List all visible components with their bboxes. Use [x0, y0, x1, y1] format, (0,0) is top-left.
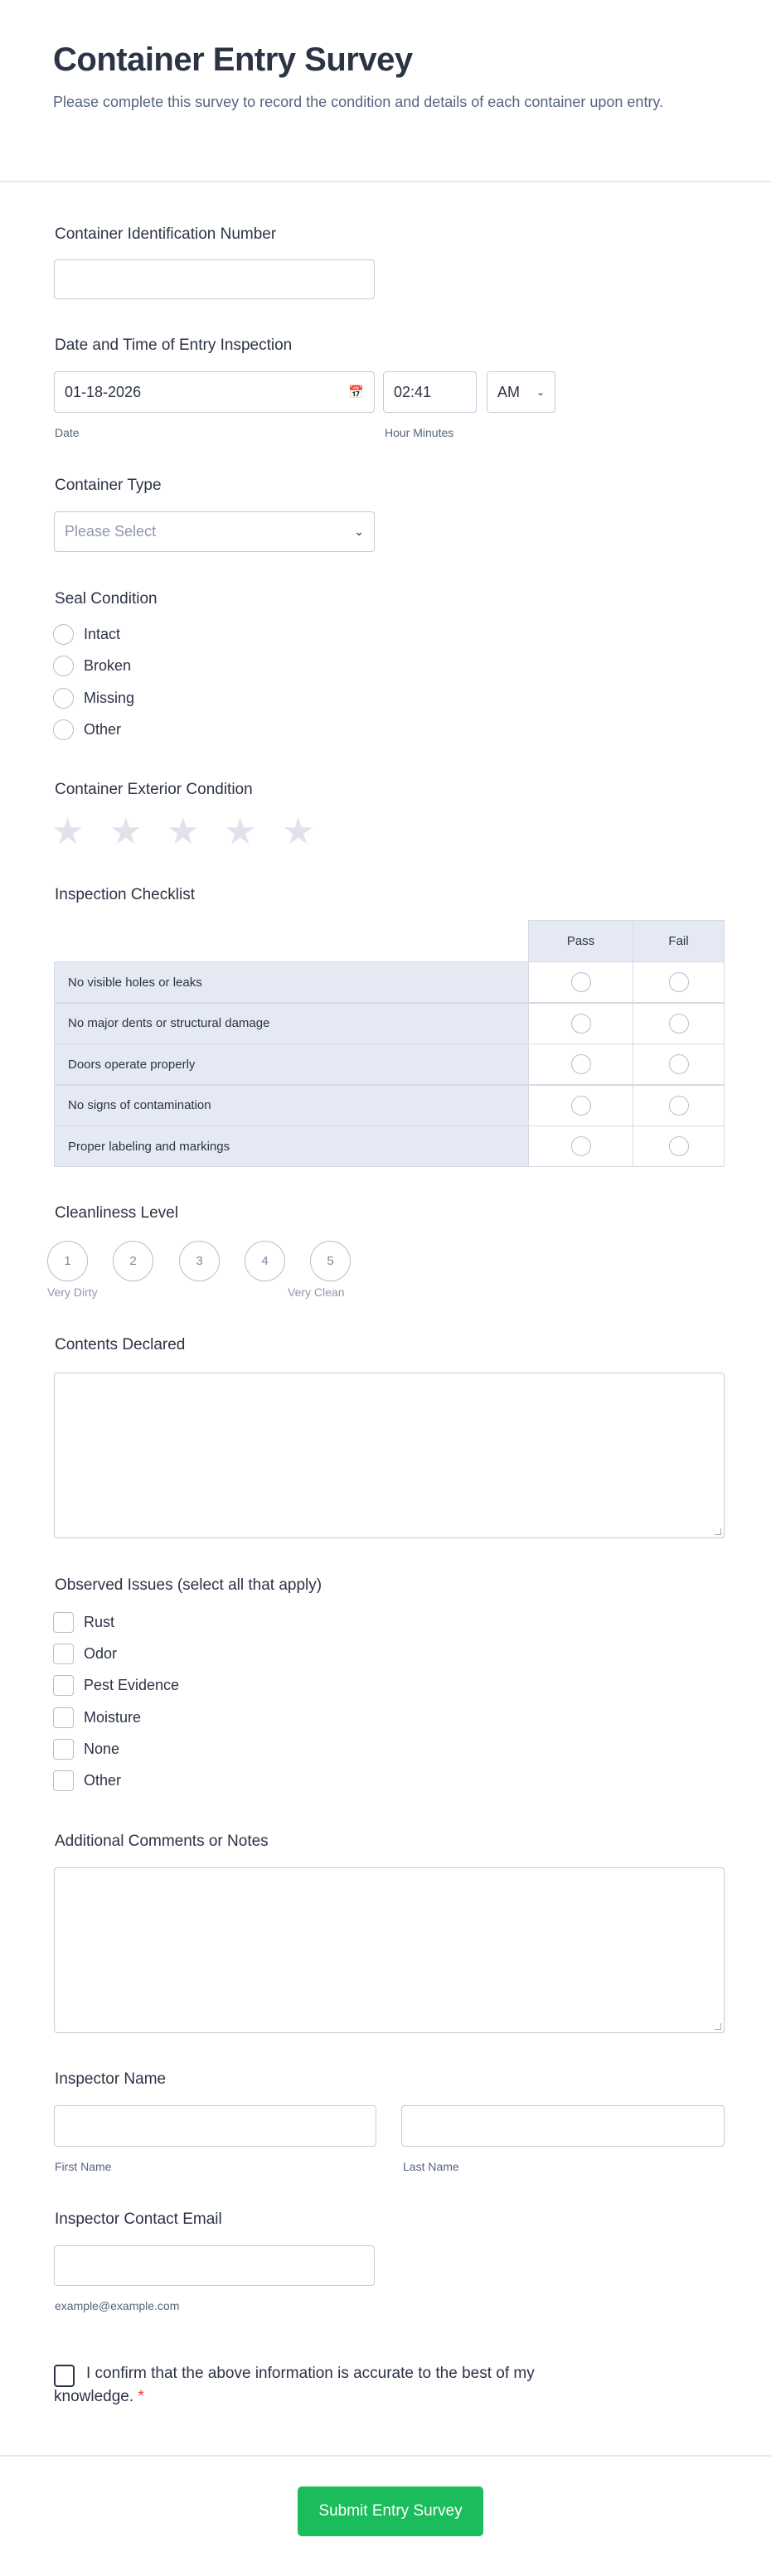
seal-radio-other[interactable]: [53, 719, 74, 740]
container-type-label: Container Type: [55, 477, 162, 494]
checklist-pass-cell[interactable]: [528, 1043, 633, 1085]
ampm-value: AM: [497, 383, 520, 400]
pass-radio[interactable]: [571, 1054, 591, 1074]
issue-checkbox-none[interactable]: [53, 1739, 74, 1760]
resize-handle-icon[interactable]: [715, 2023, 721, 2030]
confirm-text: I confirm that the above information is accurate to the best of my knowledge.: [54, 2365, 535, 2405]
issue-option-label: Odor: [84, 1645, 118, 1662]
seal-radio-intact[interactable]: [53, 624, 74, 645]
footer-divider: [0, 2455, 771, 2457]
container-id-label: Container Identification Number: [55, 225, 277, 243]
scale-option-1[interactable]: 1: [47, 1241, 88, 1281]
checklist-fail-cell[interactable]: [633, 961, 725, 1003]
scale-option-2[interactable]: 2: [113, 1241, 153, 1281]
email-label: Inspector Contact Email: [55, 2210, 222, 2228]
scale-high-label: Very Clean: [288, 1286, 345, 1299]
comments-label: Additional Comments or Notes: [55, 1833, 269, 1850]
issue-checkbox-odor[interactable]: [53, 1644, 74, 1664]
issue-option-label: None: [84, 1741, 120, 1757]
column-header-fail: Fail: [633, 920, 725, 962]
submit-button[interactable]: Submit Entry Survey: [298, 2486, 483, 2536]
scale-option-5[interactable]: 5: [310, 1241, 351, 1281]
issue-checkbox-other[interactable]: [53, 1770, 74, 1791]
page-description: Please complete this survey to record the condition and details of each container upon entry.: [53, 94, 664, 110]
container-id-input[interactable]: [54, 259, 375, 299]
datetime-label: Date and Time of Entry Inspection: [55, 337, 293, 354]
issue-checkbox-rust[interactable]: [53, 1612, 74, 1633]
fail-radio[interactable]: [669, 1014, 689, 1034]
star-icon[interactable]: ★: [224, 811, 257, 852]
fail-radio[interactable]: [669, 972, 689, 992]
star-icon[interactable]: ★: [282, 811, 315, 852]
confirm-label: [54, 2362, 618, 2409]
checklist-fail-cell[interactable]: [633, 1003, 725, 1044]
issues-label: Observed Issues (select all that apply): [55, 1576, 322, 1594]
star-icon[interactable]: ★: [167, 811, 200, 852]
inspector-label: Inspector Name: [55, 2070, 167, 2088]
issue-option-label: Moisture: [84, 1709, 142, 1726]
pass-radio[interactable]: [571, 972, 591, 992]
pass-radio[interactable]: [571, 1014, 591, 1034]
ampm-select[interactable]: [487, 371, 555, 413]
date-input[interactable]: [54, 371, 375, 413]
issue-option-label: Other: [84, 1772, 122, 1789]
fail-radio[interactable]: [669, 1054, 689, 1074]
checklist-row-label: No major dents or structural damage: [54, 1003, 529, 1044]
chevron-down-icon: ⌄: [354, 525, 364, 538]
fail-radio[interactable]: [669, 1136, 689, 1156]
issue-option-label: Rust: [84, 1614, 115, 1630]
first-name-input[interactable]: [54, 2105, 376, 2147]
checklist-pass-cell[interactable]: [528, 1085, 633, 1126]
container-type-select[interactable]: [54, 511, 375, 552]
checklist-row-label: No signs of contamination: [54, 1085, 529, 1126]
checklist-label: Inspection Checklist: [55, 886, 195, 903]
seal-option-label: Intact: [84, 626, 121, 642]
exterior-label: Container Exterior Condition: [55, 781, 253, 798]
seal-option-label: Broken: [84, 657, 132, 674]
checklist-pass-cell[interactable]: [528, 961, 633, 1003]
pass-radio[interactable]: [571, 1096, 591, 1116]
pass-radio[interactable]: [571, 1136, 591, 1156]
seal-option-label: Other: [84, 721, 122, 738]
date-sublabel: Date: [55, 426, 80, 439]
star-icon[interactable]: ★: [51, 811, 85, 852]
required-asterisk: *: [138, 2388, 144, 2405]
checklist-pass-cell[interactable]: [528, 1003, 633, 1044]
checklist-fail-cell[interactable]: [633, 1043, 725, 1085]
contents-label: Contents Declared: [55, 1336, 186, 1353]
scale-option-3[interactable]: 3: [179, 1241, 220, 1281]
time-input[interactable]: 02:41: [383, 371, 477, 413]
seal-option-label: Missing: [84, 690, 135, 706]
email-sublabel: example@example.com: [55, 2299, 180, 2312]
calendar-icon[interactable]: 📅: [348, 385, 364, 399]
checklist-fail-cell[interactable]: [633, 1126, 725, 1167]
scale-option-4[interactable]: 4: [245, 1241, 285, 1281]
checklist-row-label: Doors operate properly: [54, 1043, 529, 1085]
date-value: 01-18-2026: [65, 383, 142, 400]
page-title: Container Entry Survey: [53, 41, 413, 78]
contents-textarea[interactable]: [54, 1373, 725, 1538]
seal-radio-broken[interactable]: [53, 656, 74, 676]
issue-checkbox-pest[interactable]: [53, 1675, 74, 1696]
container-type-placeholder: Please Select: [65, 523, 157, 540]
chevron-down-icon: ⌄: [536, 386, 545, 398]
cleanliness-label: Cleanliness Level: [55, 1204, 178, 1222]
seal-label: Seal Condition: [55, 590, 158, 608]
star-icon[interactable]: ★: [109, 811, 143, 852]
seal-radio-missing[interactable]: [53, 688, 74, 709]
checklist-row-label: Proper labeling and markings: [54, 1126, 529, 1167]
checklist-pass-cell[interactable]: [528, 1126, 633, 1167]
comments-textarea[interactable]: [54, 1867, 725, 2033]
scale-low-label: Very Dirty: [47, 1286, 98, 1299]
last-name-sublabel: Last Name: [403, 2160, 459, 2173]
column-header-pass: Pass: [528, 920, 633, 962]
email-input[interactable]: [54, 2245, 375, 2286]
first-name-sublabel: First Name: [55, 2160, 112, 2173]
header-divider: [0, 181, 771, 182]
checklist-fail-cell[interactable]: [633, 1085, 725, 1126]
checklist-row-label: No visible holes or leaks: [54, 961, 529, 1003]
issue-option-label: Pest Evidence: [84, 1677, 180, 1693]
fail-radio[interactable]: [669, 1096, 689, 1116]
resize-handle-icon[interactable]: [715, 1528, 721, 1535]
time-sublabel: Hour Minutes: [385, 426, 454, 439]
last-name-input[interactable]: [401, 2105, 725, 2147]
issue-checkbox-moisture[interactable]: [53, 1707, 74, 1728]
